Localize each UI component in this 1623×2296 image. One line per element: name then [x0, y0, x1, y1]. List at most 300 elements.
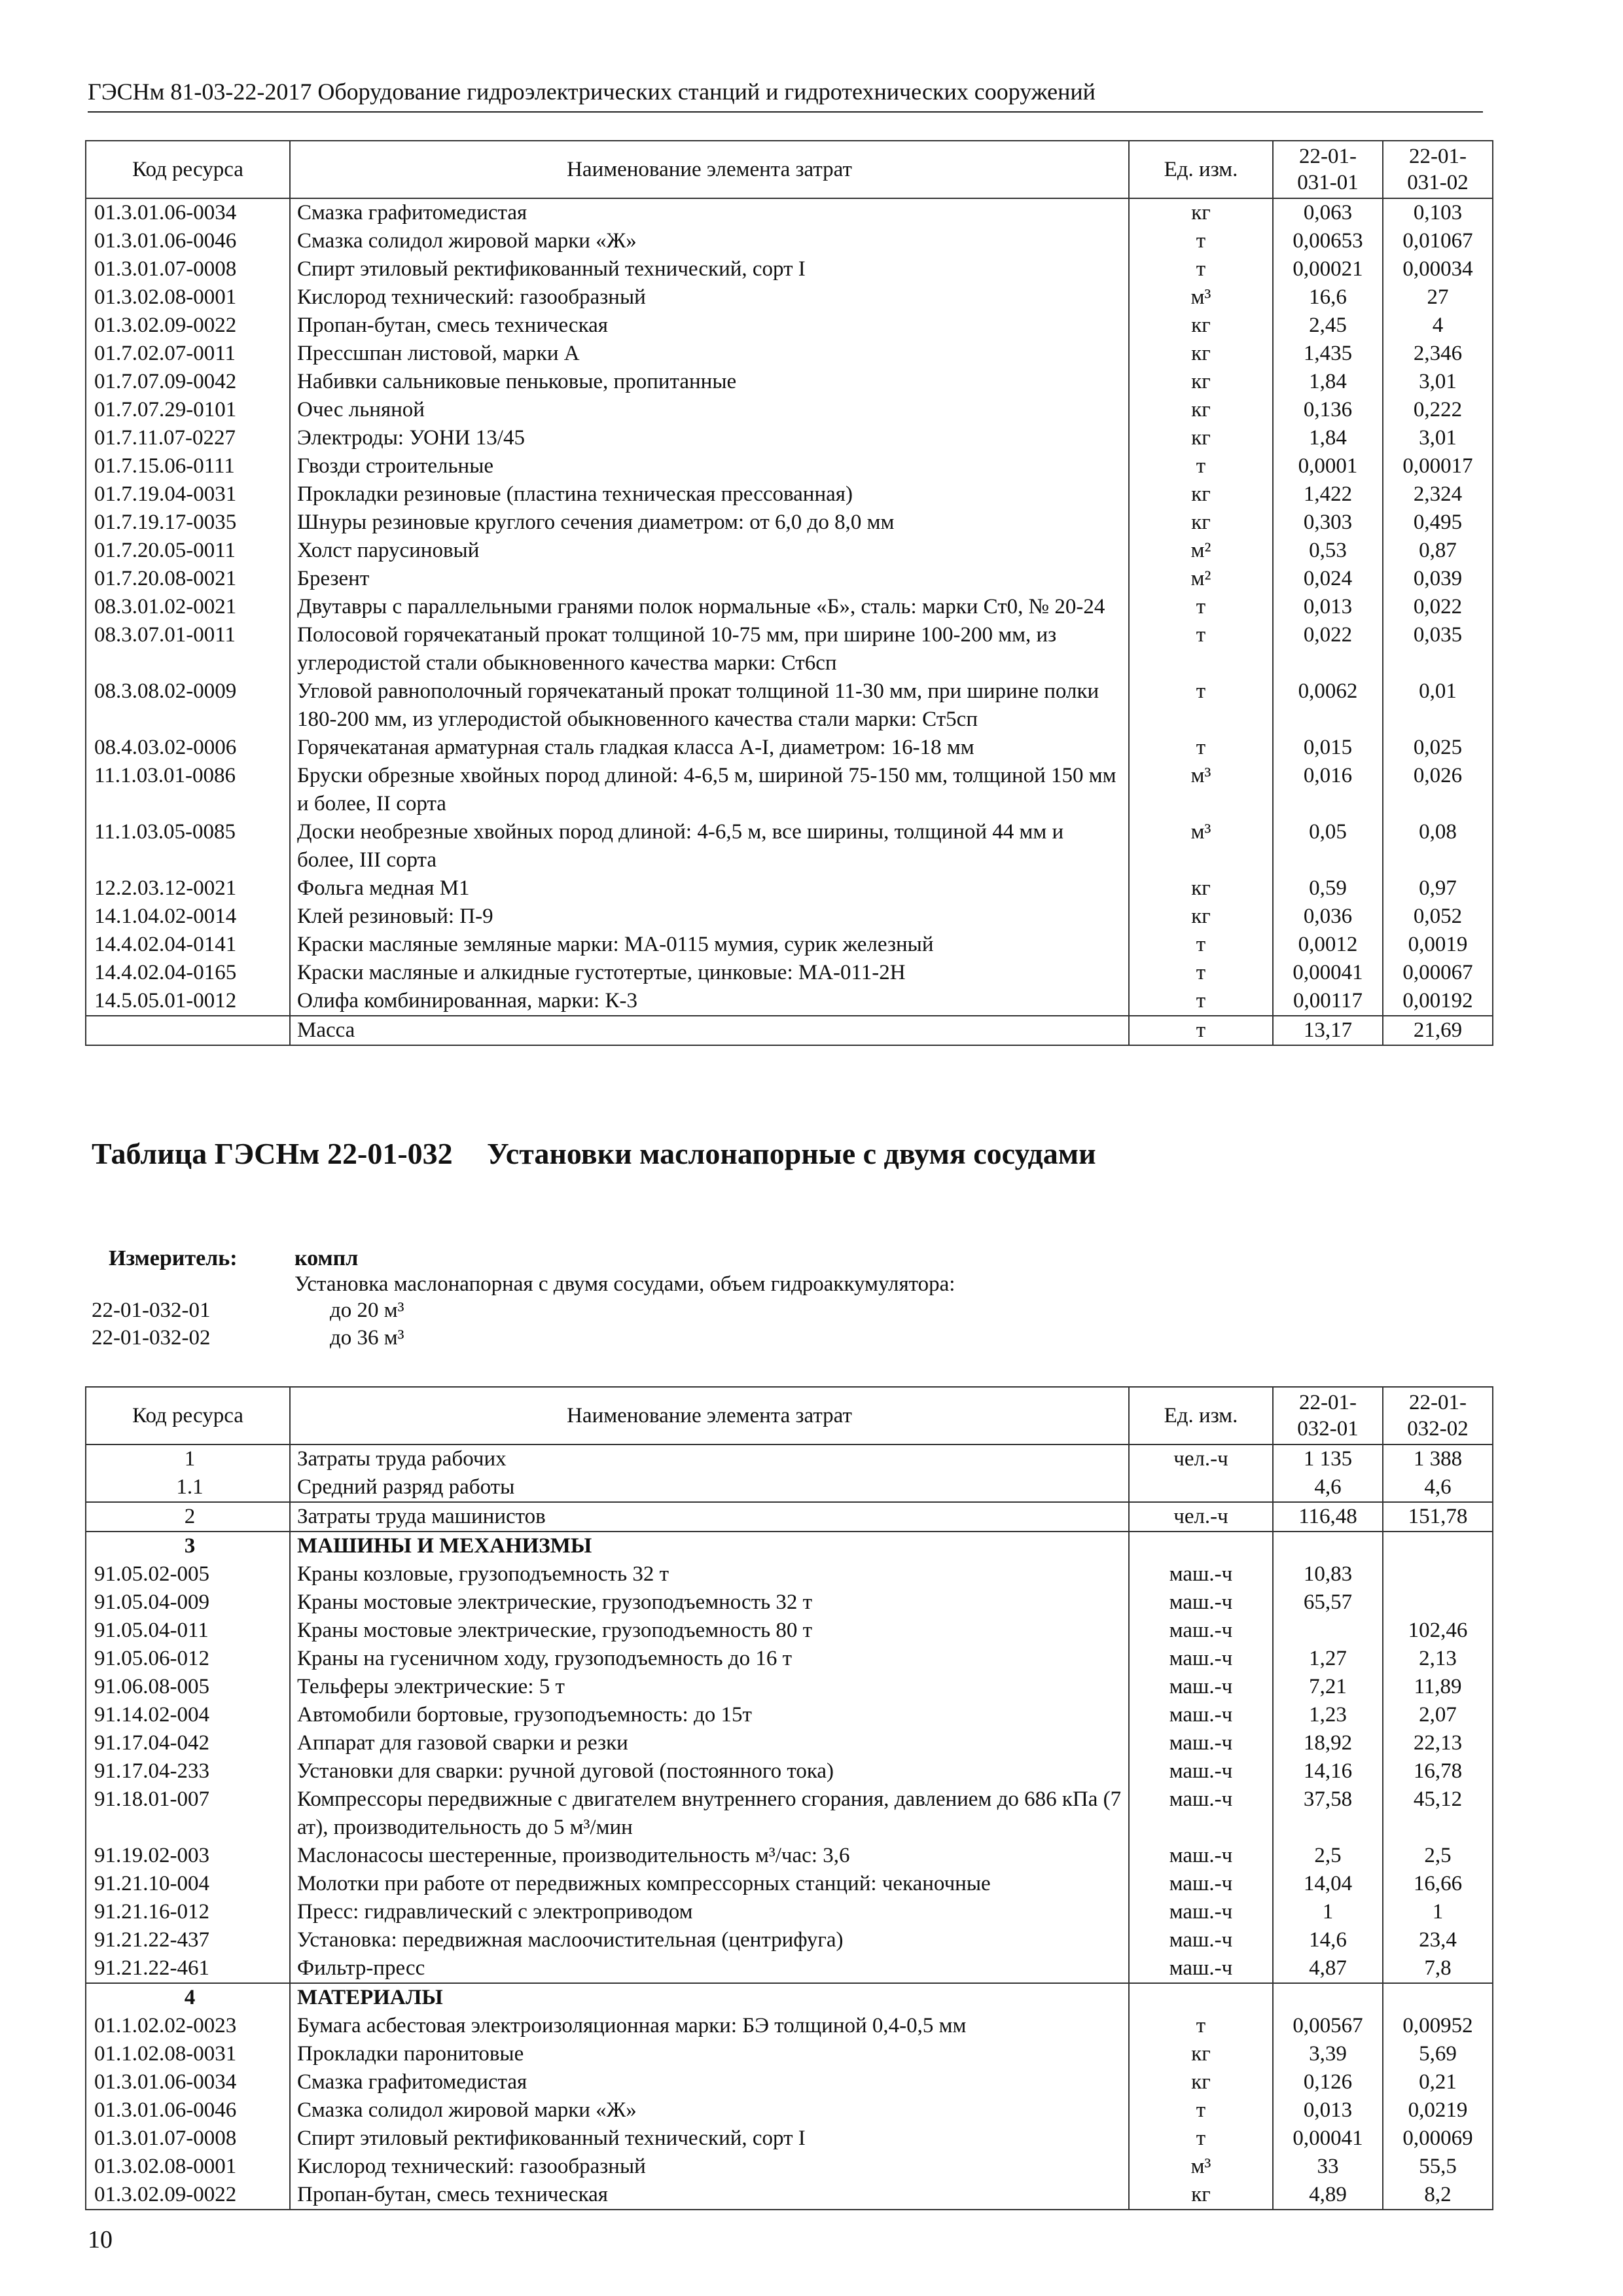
table-row	[86, 509, 1493, 537]
resource-code: 91.21.16-012	[86, 1898, 290, 1926]
unit-cell: маш.-ч	[1129, 1588, 1273, 1617]
resource-name: Клей резиновый: П-9	[290, 903, 1129, 931]
unit-cell: м²	[1129, 565, 1273, 593]
value-cell: 0,00067	[1383, 959, 1493, 987]
table-row	[86, 1757, 1493, 1785]
resource-code: 11.1.03.05-0085	[86, 818, 290, 874]
value-cell: 1	[1273, 1898, 1383, 1926]
value-cell: 0,035	[1383, 621, 1493, 677]
value-cell: 0,036	[1273, 903, 1383, 931]
resource-name: Средний разряд работы	[290, 1473, 1129, 1502]
resource-name: Аппарат для газовой сварки и резки	[290, 1729, 1129, 1757]
table-row	[86, 593, 1493, 621]
value-cell: 3,39	[1273, 2040, 1383, 2068]
table-row	[86, 874, 1493, 903]
page-header: ГЭСНм 81-03-22-2017 Оборудование гидроэлектрических станций и гидротехнических сооружений	[88, 77, 1483, 113]
unit-cell: маш.-ч	[1129, 1757, 1273, 1785]
resource-name: МАТЕРИАЛЫ	[290, 1983, 1129, 2012]
resource-name: Тельферы электрические: 5 т	[290, 1673, 1129, 1701]
resource-name: Молотки при работе от передвижных компрессорных станций: чеканочные	[290, 1870, 1129, 1898]
resource-code: 01.1.02.02-0023	[86, 2012, 290, 2040]
resource-code: 11.1.03.01-0086	[86, 762, 290, 818]
value-cell: 0,222	[1383, 396, 1493, 424]
resource-table-032	[85, 1386, 1493, 2210]
col-code-header: Код ресурса	[86, 141, 290, 198]
value-cell: 4,6	[1273, 1473, 1383, 1502]
value-cell: 0,00034	[1383, 255, 1493, 283]
resource-code: 01.3.01.06-0046	[86, 227, 290, 255]
value-cell: 0,126	[1273, 2068, 1383, 2096]
total-row	[86, 1016, 1493, 1045]
table-row	[86, 1444, 1493, 1473]
unit-cell: т	[1129, 621, 1273, 677]
value-cell: 3,01	[1383, 424, 1493, 452]
table-row	[86, 2125, 1493, 2153]
value-cell: 1	[1383, 1898, 1493, 1926]
table-row	[86, 2012, 1493, 2040]
unit-cell: кг	[1129, 2040, 1273, 2068]
resource-code: 1.1	[86, 1473, 290, 1502]
value-cell: 0,01067	[1383, 227, 1493, 255]
table-row	[86, 2153, 1493, 2181]
resource-name: Фольга медная М1	[290, 874, 1129, 903]
value-cell: 1,422	[1273, 480, 1383, 509]
unit-cell: кг	[1129, 340, 1273, 368]
value-cell: 4	[1383, 312, 1493, 340]
value-cell	[1273, 1983, 1383, 2012]
variant-code: 22-01-032-01	[92, 1299, 211, 1322]
unit-cell: маш.-ч	[1129, 1785, 1273, 1842]
table-row	[86, 537, 1493, 565]
col-variant-1-header: 22-01- 032-01	[1273, 1387, 1383, 1444]
resource-name: Смазка графитомедистая	[290, 198, 1129, 227]
value-cell: 0,495	[1383, 509, 1493, 537]
resource-code: 14.4.02.04-0141	[86, 931, 290, 959]
unit-cell: м³	[1129, 762, 1273, 818]
resource-name: Кислород технический: газообразный	[290, 283, 1129, 312]
resource-code: 01.7.07.09-0042	[86, 368, 290, 396]
value-cell: 0,59	[1273, 874, 1383, 903]
value-cell	[1273, 1532, 1383, 1560]
resource-name: Бруски обрезные хвойных пород длиной: 4-6,5 м, шириной 75-150 мм, толщиной 150 мм и более, II сорта	[290, 762, 1129, 818]
table-row	[86, 818, 1493, 874]
value-cell: 2,324	[1383, 480, 1493, 509]
resource-code: 01.3.02.08-0001	[86, 283, 290, 312]
resource-name: Доски необрезные хвойных пород длиной: 4-6,5 м, все ширины, толщиной 44 мм и более, III сорта	[290, 818, 1129, 874]
unit-cell: маш.-ч	[1129, 1673, 1273, 1701]
resource-name: Бумага асбестовая электроизоляционная марки: БЭ толщиной 0,4-0,5 мм	[290, 2012, 1129, 2040]
unit-cell: т	[1129, 452, 1273, 480]
unit-cell: кг	[1129, 2068, 1273, 2096]
unit-cell: кг	[1129, 509, 1273, 537]
resource-name: Кислород технический: газообразный	[290, 2153, 1129, 2181]
resource-code: 2	[86, 1502, 290, 1532]
unit-cell: кг	[1129, 874, 1273, 903]
value-cell: 2,346	[1383, 340, 1493, 368]
resource-code: 08.4.03.02-0006	[86, 734, 290, 762]
resource-name: Компрессоры передвижные с двигателем внутреннего сгорания, давлением до 686 кПа (7 ат), производительность до 5 м³/мин	[290, 1785, 1129, 1842]
value-cell: 0,00192	[1383, 987, 1493, 1016]
value-cell: 0,022	[1383, 593, 1493, 621]
table-row	[86, 959, 1493, 987]
resource-table-031	[85, 140, 1493, 1046]
table-row	[86, 2040, 1493, 2068]
value-cell: 0,103	[1383, 198, 1493, 227]
value-cell: 102,46	[1383, 1617, 1493, 1645]
resource-code: 01.3.02.08-0001	[86, 2153, 290, 2181]
value-cell: 0,87	[1383, 537, 1493, 565]
page-number: 10	[88, 2226, 113, 2253]
resource-code: 08.3.08.02-0009	[86, 677, 290, 734]
value-cell: 7,8	[1383, 1954, 1493, 1983]
value-cell: 4,87	[1273, 1954, 1383, 1983]
value-cell: 151,78	[1383, 1502, 1493, 1532]
resource-name: Олифа комбинированная, марки: К-3	[290, 987, 1129, 1016]
resource-code: 01.7.20.08-0021	[86, 565, 290, 593]
value-cell: 2,13	[1383, 1645, 1493, 1673]
resource-name: Автомобили бортовые, грузоподъемность: до 15т	[290, 1701, 1129, 1729]
table-row	[86, 255, 1493, 283]
unit-cell: маш.-ч	[1129, 1842, 1273, 1870]
unit-cell: т	[1129, 593, 1273, 621]
total-label: Масса	[290, 1016, 1129, 1045]
resource-code: 91.21.10-004	[86, 1870, 290, 1898]
resource-code: 91.17.04-233	[86, 1757, 290, 1785]
value-cell	[1383, 1560, 1493, 1588]
resource-code: 91.05.06-012	[86, 1645, 290, 1673]
table-row	[86, 1983, 1493, 2012]
resource-name: Прокладки паронитовые	[290, 2040, 1129, 2068]
unit-cell: кг	[1129, 198, 1273, 227]
value-cell: 2,07	[1383, 1701, 1493, 1729]
value-cell: 0,00117	[1273, 987, 1383, 1016]
unit-cell: т	[1129, 227, 1273, 255]
unit-cell: кг	[1129, 2181, 1273, 2210]
value-cell: 0,136	[1273, 396, 1383, 424]
value-cell: 55,5	[1383, 2153, 1493, 2181]
unit-cell: маш.-ч	[1129, 1645, 1273, 1673]
value-cell: 45,12	[1383, 1785, 1493, 1842]
resource-code: 14.4.02.04-0165	[86, 959, 290, 987]
table-row	[86, 1532, 1493, 1560]
measure-value: компл	[294, 1246, 359, 1270]
value-cell	[1383, 1532, 1493, 1560]
value-cell: 1,84	[1273, 424, 1383, 452]
resource-name: Прессшпан листовой, марки А	[290, 340, 1129, 368]
col-name-header: Наименование элемента затрат	[290, 1387, 1129, 1444]
value-cell: 0,022	[1273, 621, 1383, 677]
table-row	[86, 987, 1493, 1016]
resource-name: Набивки сальниковые пеньковые, пропитанные	[290, 368, 1129, 396]
value-cell: 0,00041	[1273, 959, 1383, 987]
table-row	[86, 1502, 1493, 1532]
table-row	[86, 1870, 1493, 1898]
resource-code: 08.3.01.02-0021	[86, 593, 290, 621]
value-cell: 0,00017	[1383, 452, 1493, 480]
value-cell: 0,01	[1383, 677, 1493, 734]
variant-code: 22-01-032-02	[92, 1326, 211, 1350]
resource-name: Угловой равнополочный горячекатаный прокат толщиной 11-30 мм, при ширине полки 180-200 мм, из углеродистой обыкновенного качества стали марки: Ст5сп	[290, 677, 1129, 734]
table-row	[86, 677, 1493, 734]
table-row	[86, 1729, 1493, 1757]
resource-code: 01.7.02.07-0011	[86, 340, 290, 368]
table-row	[86, 227, 1493, 255]
value-cell: 0,0019	[1383, 931, 1493, 959]
resource-code: 91.17.04-042	[86, 1729, 290, 1757]
unit-cell: маш.-ч	[1129, 1729, 1273, 1757]
table-row	[86, 1473, 1493, 1502]
unit-cell: кг	[1129, 368, 1273, 396]
resource-code: 01.7.15.06-0111	[86, 452, 290, 480]
value-cell: 1 388	[1383, 1444, 1493, 1473]
value-cell: 2,5	[1273, 1842, 1383, 1870]
resource-name: Маслонасосы шестеренные, производительность м³/час: 3,6	[290, 1842, 1129, 1870]
value-cell: 7,21	[1273, 1673, 1383, 1701]
resource-name: Пропан-бутан, смесь техническая	[290, 312, 1129, 340]
resource-name: Спирт этиловый ректификованный технический, сорт I	[290, 255, 1129, 283]
resource-code: 91.14.02-004	[86, 1701, 290, 1729]
resource-name: Смазка солидол жировой марки «Ж»	[290, 2096, 1129, 2125]
value-cell: 0,08	[1383, 818, 1493, 874]
value-cell: 0,05	[1273, 818, 1383, 874]
col-name-header: Наименование элемента затрат	[290, 141, 1129, 198]
resource-code: 91.19.02-003	[86, 1842, 290, 1870]
value-cell: 14,6	[1273, 1926, 1383, 1954]
value-cell: 0,013	[1273, 593, 1383, 621]
resource-name: Установка: передвижная маслоочистительная (центрифуга)	[290, 1926, 1129, 1954]
unit-cell: чел.-ч	[1129, 1444, 1273, 1473]
resource-code: 01.3.01.06-0034	[86, 2068, 290, 2096]
value-cell: 0,21	[1383, 2068, 1493, 2096]
value-cell: 0,0219	[1383, 2096, 1493, 2125]
unit-cell: т	[1129, 734, 1273, 762]
resource-name: Фильтр-пресс	[290, 1954, 1129, 1983]
resource-name: Установки для сварки: ручной дуговой (постоянного тока)	[290, 1757, 1129, 1785]
unit-cell: т	[1129, 677, 1273, 734]
resource-code: 08.3.07.01-0011	[86, 621, 290, 677]
value-cell: 0,97	[1383, 874, 1493, 903]
resource-name: Краски масляные и алкидные густотертые, цинковые: МА-011-2Н	[290, 959, 1129, 987]
table-row	[86, 452, 1493, 480]
resource-name: Краны мостовые электрические, грузоподъемность 80 т	[290, 1617, 1129, 1645]
unit-cell: м³	[1129, 818, 1273, 874]
unit-cell: маш.-ч	[1129, 1954, 1273, 1983]
col-code-header: Код ресурса	[86, 1387, 290, 1444]
value-cell: 5,69	[1383, 2040, 1493, 2068]
resource-code: 01.7.19.17-0035	[86, 509, 290, 537]
resource-code: 01.3.02.09-0022	[86, 2181, 290, 2210]
resource-code: 91.18.01-007	[86, 1785, 290, 1842]
resource-name: Прокладки резиновые (пластина техническая прессованная)	[290, 480, 1129, 509]
resource-code: 01.7.20.05-0011	[86, 537, 290, 565]
resource-code: 01.3.02.09-0022	[86, 312, 290, 340]
unit-cell: т	[1129, 2125, 1273, 2153]
resource-code: 1	[86, 1444, 290, 1473]
unit-cell: маш.-ч	[1129, 1560, 1273, 1588]
table-row	[86, 621, 1493, 677]
value-cell: 0,039	[1383, 565, 1493, 593]
value-cell: 0,00952	[1383, 2012, 1493, 2040]
value-cell: 4,6	[1383, 1473, 1493, 1502]
table-row	[86, 1898, 1493, 1926]
value-cell: 0,063	[1273, 198, 1383, 227]
table-row	[86, 1842, 1493, 1870]
unit-cell: маш.-ч	[1129, 1926, 1273, 1954]
resource-code: 01.3.01.07-0008	[86, 2125, 290, 2153]
col-variant-1-header: 22-01- 031-01	[1273, 141, 1383, 198]
value-cell: 2,45	[1273, 312, 1383, 340]
resource-name: Полосовой горячекатаный прокат толщиной 10-75 мм, при ширине 100-200 мм, из углеродистой стали обыкновенного качества марки: Ст6сп	[290, 621, 1129, 677]
resource-code: 4	[86, 1983, 290, 2012]
unit-cell: кг	[1129, 480, 1273, 509]
value-cell: 4,89	[1273, 2181, 1383, 2210]
unit-cell	[1129, 1532, 1273, 1560]
value-cell: 23,4	[1383, 1926, 1493, 1954]
value-cell: 2,5	[1383, 1842, 1493, 1870]
value-cell: 0,00041	[1273, 2125, 1383, 2153]
resource-name: Краны козловые, грузоподъемность 32 т	[290, 1560, 1129, 1588]
value-cell: 22,13	[1383, 1729, 1493, 1757]
table-label: Таблица ГЭСНм 22-01-032	[92, 1137, 453, 1170]
table-row	[86, 424, 1493, 452]
value-cell: 0,00567	[1273, 2012, 1383, 2040]
unit-cell: т	[1129, 255, 1273, 283]
value-cell: 0,00653	[1273, 227, 1383, 255]
value-cell: 0,00069	[1383, 2125, 1493, 2153]
value-cell: 16,6	[1273, 283, 1383, 312]
table-row	[86, 1588, 1493, 1617]
unit-cell: маш.-ч	[1129, 1870, 1273, 1898]
table-row	[86, 1617, 1493, 1645]
resource-name: Затраты труда рабочих	[290, 1444, 1129, 1473]
value-cell: 8,2	[1383, 2181, 1493, 2210]
value-cell: 14,04	[1273, 1870, 1383, 1898]
resource-name: МАШИНЫ И МЕХАНИЗМЫ	[290, 1532, 1129, 1560]
resource-name: Пресс: гидравлический с электроприводом	[290, 1898, 1129, 1926]
table-row	[86, 340, 1493, 368]
table-row	[86, 2068, 1493, 2096]
unit-cell: м³	[1129, 2153, 1273, 2181]
value-cell: 0,303	[1273, 509, 1383, 537]
value-cell: 116,48	[1273, 1502, 1383, 1532]
value-cell: 10,83	[1273, 1560, 1383, 1588]
resource-name: Двутавры с параллельными гранями полок нормальные «Б», сталь: марки Ст0, № 20-24	[290, 593, 1129, 621]
table-row	[86, 1785, 1493, 1842]
unit-cell	[1129, 1473, 1273, 1502]
resource-code: 01.3.01.07-0008	[86, 255, 290, 283]
value-cell: 27	[1383, 283, 1493, 312]
value-cell: 37,58	[1273, 1785, 1383, 1842]
table-row	[86, 2181, 1493, 2210]
table-row	[86, 565, 1493, 593]
resource-code: 3	[86, 1532, 290, 1560]
value-cell: 0,052	[1383, 903, 1493, 931]
unit-cell: т	[1129, 1016, 1273, 1045]
col-variant-2-header: 22-01- 032-02	[1383, 1387, 1493, 1444]
resource-code: 91.21.22-437	[86, 1926, 290, 1954]
table-row	[86, 396, 1493, 424]
table-row	[86, 2096, 1493, 2125]
resource-name: Брезент	[290, 565, 1129, 593]
table-row	[86, 931, 1493, 959]
resource-code: 01.7.19.04-0031	[86, 480, 290, 509]
value-cell: 11,89	[1383, 1673, 1493, 1701]
unit-cell: маш.-ч	[1129, 1898, 1273, 1926]
value-cell: 1,23	[1273, 1701, 1383, 1729]
table-row	[86, 368, 1493, 396]
resource-code: 01.3.01.06-0034	[86, 198, 290, 227]
value-cell: 16,78	[1383, 1757, 1493, 1785]
value-cell	[1383, 1983, 1493, 2012]
resource-name: Смазка солидол жировой марки «Ж»	[290, 227, 1129, 255]
resource-code: 14.5.05.01-0012	[86, 987, 290, 1016]
resource-code: 91.21.22-461	[86, 1954, 290, 1983]
resource-name: Шнуры резиновые круглого сечения диаметром: от 6,0 до 8,0 мм	[290, 509, 1129, 537]
table-title: Установки маслонапорные с двумя сосудами	[487, 1137, 1096, 1170]
unit-cell: кг	[1129, 312, 1273, 340]
resource-name: Электроды: УОНИ 13/45	[290, 424, 1129, 452]
col-variant-2-header: 22-01- 031-02	[1383, 141, 1493, 198]
value-cell: 0,024	[1273, 565, 1383, 593]
value-cell: 3,01	[1383, 368, 1493, 396]
value-cell: 1 135	[1273, 1444, 1383, 1473]
table-row	[86, 480, 1493, 509]
resource-name: Краны мостовые электрические, грузоподъемность 32 т	[290, 1588, 1129, 1617]
resource-name: Очес льняной	[290, 396, 1129, 424]
value-cell: 0,016	[1273, 762, 1383, 818]
value-cell: 14,16	[1273, 1757, 1383, 1785]
resource-code: 01.7.11.07-0227	[86, 424, 290, 452]
unit-cell: маш.-ч	[1129, 1617, 1273, 1645]
value-cell: 0,025	[1383, 734, 1493, 762]
unit-cell: т	[1129, 2096, 1273, 2125]
unit-cell: маш.-ч	[1129, 1701, 1273, 1729]
col-unit-header: Ед. изм.	[1129, 1387, 1273, 1444]
resource-code: 14.1.04.02-0014	[86, 903, 290, 931]
table-row	[86, 903, 1493, 931]
table-row	[86, 734, 1493, 762]
table-row	[86, 198, 1493, 227]
value-cell: 13,17	[1273, 1016, 1383, 1045]
resource-name: Горячекатаная арматурная сталь гладкая класса А-I, диаметром: 16-18 мм	[290, 734, 1129, 762]
resource-name: Спирт этиловый ректификованный технический, сорт I	[290, 2125, 1129, 2153]
value-cell: 33	[1273, 2153, 1383, 2181]
resource-name: Гвозди строительные	[290, 452, 1129, 480]
resource-code: 01.3.01.06-0046	[86, 2096, 290, 2125]
value-cell: 1,84	[1273, 368, 1383, 396]
table-row	[86, 1926, 1493, 1954]
resource-name: Смазка графитомедистая	[290, 2068, 1129, 2096]
value-cell: 0,0001	[1273, 452, 1383, 480]
resource-code: 91.06.08-005	[86, 1673, 290, 1701]
resource-code: 12.2.03.12-0021	[86, 874, 290, 903]
value-cell: 0,026	[1383, 762, 1493, 818]
unit-cell: т	[1129, 959, 1273, 987]
resource-code: 01.1.02.08-0031	[86, 2040, 290, 2068]
table-row	[86, 312, 1493, 340]
value-cell: 1,27	[1273, 1645, 1383, 1673]
unit-cell: кг	[1129, 424, 1273, 452]
table-row	[86, 1701, 1493, 1729]
value-cell: 65,57	[1273, 1588, 1383, 1617]
unit-cell: м²	[1129, 537, 1273, 565]
unit-cell: т	[1129, 931, 1273, 959]
resource-code: 91.05.04-011	[86, 1617, 290, 1645]
resource-name: Затраты труда машинистов	[290, 1502, 1129, 1532]
unit-cell	[1129, 1983, 1273, 2012]
table-row	[86, 1645, 1493, 1673]
value-cell: 0,0062	[1273, 677, 1383, 734]
